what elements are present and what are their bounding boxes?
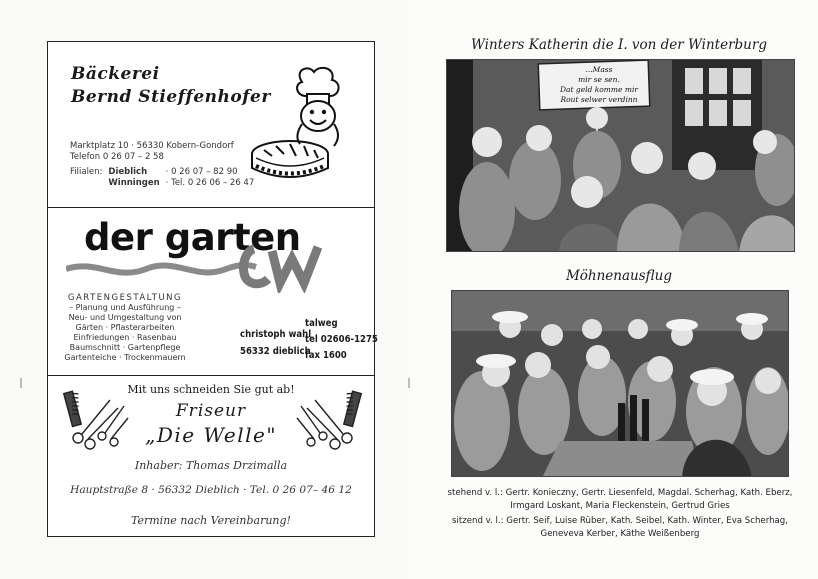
bakery-address: Marktplatz 10 · 56330 Kobern-Gondorf — [70, 141, 234, 151]
branch-phone: · Tel. 0 26 06 – 26 47 — [165, 178, 255, 188]
garden-contact-left — [240, 326, 311, 360]
bakery-title-line2: Bernd Stieffenhofer — [71, 87, 271, 107]
garden-service-line: Neu- und Umgestaltung von — [68, 313, 182, 322]
garden-company-name: der garten — [84, 216, 301, 259]
branch-phone: · 0 26 07 – 82 90 — [165, 167, 238, 177]
comb-scissors-icon — [295, 386, 367, 456]
photo-women-outing — [451, 290, 789, 477]
garden-contact-town: 56332 dieblich — [240, 346, 311, 357]
branch-name: Winningen — [108, 178, 160, 188]
photo1-title: Winters Katherin die I. von der Winterburg — [471, 37, 767, 53]
hairdresser-owner: Inhaber: Thomas Drzimalla — [134, 459, 288, 472]
caption-sitting: sitzend v. l.: Gertr. Seif, Luise Rüber, Kath. Seibel, Kath. Winter, Eva Scherhag, Geneveva Kerber, Käthe Weißenberg — [452, 516, 788, 539]
hairdresser-appointments: Termine nach Vereinbarung! — [131, 514, 291, 527]
garden-service-line: Einfriedungen · Rasenbau — [73, 333, 177, 342]
comb-scissors-icon — [58, 386, 130, 456]
punch-mark — [408, 378, 410, 388]
protest-sign — [547, 65, 651, 105]
sign-line: Rout selwer verdinn — [560, 95, 638, 104]
branches-label: Filialen: — [70, 167, 103, 177]
garden-services — [56, 293, 194, 363]
bakery-title — [71, 63, 271, 109]
bakery-phone: Telefon 0 26 07 – 2 58 — [70, 152, 164, 162]
bakery-branches — [70, 167, 260, 189]
sign-line: mir se sen. — [578, 75, 620, 84]
baker-chef-cake-icon — [250, 64, 360, 184]
garden-service-line: Gartenteiche · Trockenmauern — [64, 353, 186, 362]
garden-fax: fax 1600 — [305, 350, 347, 361]
hairdresser-name: „Die Welle" — [144, 423, 278, 447]
bakery-title-line1: Bäckerei — [71, 64, 160, 84]
caption-standing: stehend v. l.: Gertr. Konieczny, Gertr. Liesenfeld, Magdal. Scherhag, Kath. Eberz, Irmgard Loskant, Maria Fleckenstein, Gertrud Gries — [447, 488, 793, 511]
sign-line: ...Mass — [585, 65, 613, 74]
garden-service-line: Baumschnitt · Gartenpflege — [69, 343, 181, 352]
photo-carnival-queen — [446, 59, 795, 252]
garden-service-line: Gärten · Pflasterarbeiten — [75, 323, 175, 332]
garden-tel: tel 02606-1275 — [305, 334, 378, 345]
hairdresser-address: Hauptstraße 8 · 56332 Dieblich · Tel. 0 26 07– 46 12 — [70, 484, 352, 496]
photo2-title: Möhnenausflug — [565, 268, 673, 284]
garden-street: talweg — [305, 318, 338, 329]
hairdresser-title: Friseur — [175, 401, 247, 421]
hairdresser-slogan: Mit uns schneiden Sie gut ab! — [127, 383, 295, 396]
sign-line: Dat geld komme mir — [560, 85, 638, 94]
garden-service-line: – Planung und Ausführung – — [69, 303, 181, 312]
cw-wave-logo — [66, 239, 328, 293]
punch-mark — [20, 378, 22, 388]
garden-contact-right — [305, 316, 378, 364]
garden-services-heading: GARTENGESTALTUNG — [67, 293, 183, 303]
garden-contact-name: christoph wahl — [240, 329, 312, 340]
branch-name: Dieblich — [108, 167, 148, 177]
